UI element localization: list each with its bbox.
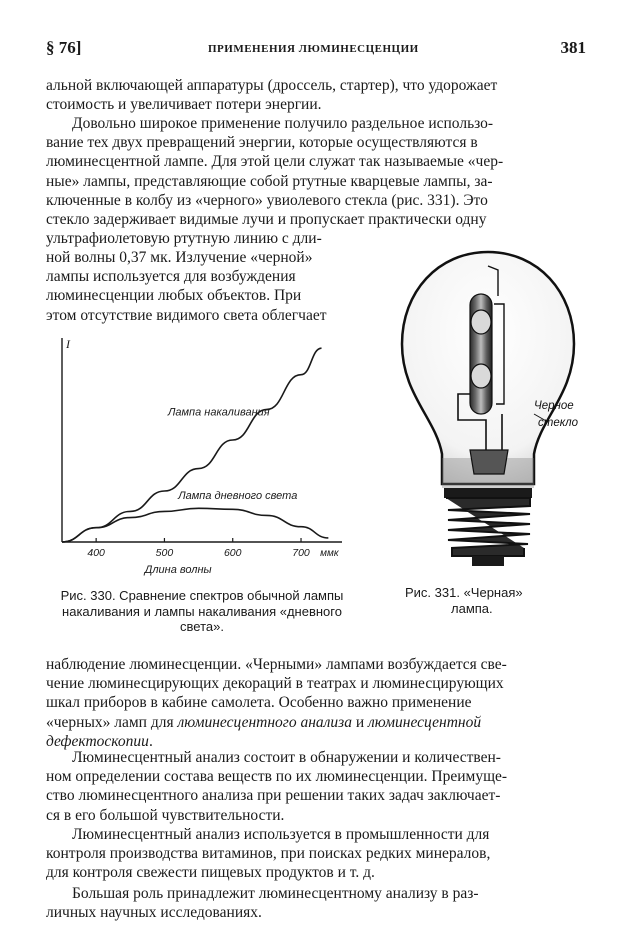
figure-331 bbox=[398, 244, 598, 584]
emphasis: дефектоскопии bbox=[46, 732, 149, 750]
text-line: наблюдение люминесценции. «Черными» лампами возбуждается све- bbox=[46, 656, 507, 673]
caption-line: накаливания и лампы накаливания «дневного bbox=[62, 603, 342, 619]
label-black-glass-1: Черное bbox=[534, 400, 574, 412]
emphasis: люминесцентной bbox=[368, 713, 482, 731]
figure-331-caption bbox=[405, 585, 570, 616]
text-line: ном определении состава веществ по их люминесценции. Преимуще- bbox=[46, 768, 508, 786]
text-line: контроля производства витаминов, при поисках редких минералов, bbox=[46, 845, 491, 863]
spectrum-chart bbox=[50, 330, 355, 585]
text-line: люминесцентной лампе. Для этой цели служат так называемые «чер- bbox=[46, 153, 504, 171]
text-line: вание тех двух превращений энергии, которые осуществляются в bbox=[46, 134, 478, 152]
text-line: ся в его большой чувствительности. bbox=[46, 806, 285, 824]
paragraph-industry bbox=[46, 825, 586, 883]
x-axis-unit: ммк bbox=[320, 548, 339, 559]
base-contact bbox=[472, 556, 504, 566]
text-run: «черных» ламп для bbox=[46, 713, 178, 731]
paragraph-observation bbox=[46, 655, 586, 751]
series-line-incandescent bbox=[62, 348, 322, 542]
page-number: 381 bbox=[560, 38, 586, 57]
caption-line: Рис. 330. Сравнение спектров обычной лампы bbox=[60, 588, 344, 603]
paragraph-black-lamps bbox=[46, 114, 586, 248]
text-line: личных научных исследованиях. bbox=[46, 904, 262, 922]
text-line: Люминесцентный анализ используется в промышленности для bbox=[72, 826, 490, 843]
burner-upper bbox=[471, 310, 491, 334]
caption-line: Рис. 331. «Черная» bbox=[405, 585, 523, 600]
y-axis-label: I bbox=[66, 337, 70, 351]
text-line: альной включающей аппаратуры (дроссель, стартер), что удорожает bbox=[46, 77, 498, 94]
screw-base bbox=[446, 498, 530, 556]
text-line: ные» лампы, представляющие собой ртутные кварцевые лампы, за- bbox=[46, 172, 493, 190]
text-run: и bbox=[351, 713, 369, 731]
section-number: § 76] bbox=[46, 38, 82, 57]
paragraph-research bbox=[46, 884, 586, 922]
paragraph-continuation bbox=[46, 76, 586, 114]
text-line: для контроля свежести пищевых продуктов и т. д. bbox=[46, 864, 375, 882]
text-line: ной волны 0,37 мк. Излучение «черной» bbox=[46, 249, 313, 266]
figure-330-caption bbox=[46, 588, 358, 635]
text-line: Люминесцентный анализ состоит в обнаружении и количествен- bbox=[72, 749, 501, 766]
black-lamp-illustration bbox=[398, 244, 598, 584]
burner-lower bbox=[471, 364, 491, 388]
caption-line: лампа. bbox=[451, 600, 493, 616]
series-label-incandescent: Лампа накаливания bbox=[167, 406, 270, 419]
text-run: . bbox=[148, 732, 153, 750]
text-line: ство люминесцентного анализа при решении таких задач заключает- bbox=[46, 787, 501, 805]
running-header bbox=[46, 38, 586, 60]
text-line: стекло задерживает видимые лучи и пропускает практически одну bbox=[46, 211, 487, 229]
series-line-daylight bbox=[62, 508, 328, 542]
figure-330 bbox=[50, 330, 355, 585]
x-tick-label: 600 bbox=[223, 547, 242, 559]
text-line: этом отсутствие видимого света облегчает bbox=[46, 306, 327, 324]
series-label-daylight: Лампа дневного света bbox=[178, 490, 298, 503]
text-line: Довольно широкое применение получило раздельное использо- bbox=[72, 115, 494, 132]
text-line: ключенные в колбу из «черного» увиолевого стекла (рис. 331). Это bbox=[46, 191, 488, 209]
text-line: ультрафиолетовую ртутную линию с дли- bbox=[46, 230, 322, 248]
emphasis: люминесцентного анализа bbox=[177, 713, 352, 731]
text-line: Большая роль принадлежит люминесцентному анализу в раз- bbox=[72, 885, 479, 902]
x-axis-label: Длина волны bbox=[144, 564, 212, 576]
text-line: лампы используется для возбуждения bbox=[46, 268, 296, 286]
x-tick-label: 500 bbox=[155, 547, 174, 559]
x-tick-label: 700 bbox=[292, 547, 310, 559]
text-line: стоимость и увеличивает потери энергии. bbox=[46, 96, 322, 114]
paragraph-analysis bbox=[46, 748, 586, 825]
paragraph-narrow-column bbox=[46, 248, 371, 325]
text-line bbox=[46, 713, 586, 732]
text-line: чение люминесцирующих декораций в театрах и люминесцирующих bbox=[46, 675, 504, 693]
text-line: люминесценции любых объектов. При bbox=[46, 287, 302, 305]
x-ticks bbox=[87, 538, 310, 559]
caption-line: света». bbox=[180, 619, 224, 634]
text-line: шкал приборов в кабине самолета. Особенно важно применение bbox=[46, 694, 472, 712]
running-title: ПРИМЕНЕНИЯ ЛЮМИНЕСЦЕНЦИИ bbox=[208, 43, 419, 55]
label-black-glass-2: стекло bbox=[538, 417, 579, 429]
base-collar bbox=[444, 488, 532, 498]
glass-stem bbox=[470, 450, 508, 474]
x-tick-label: 400 bbox=[87, 547, 105, 559]
